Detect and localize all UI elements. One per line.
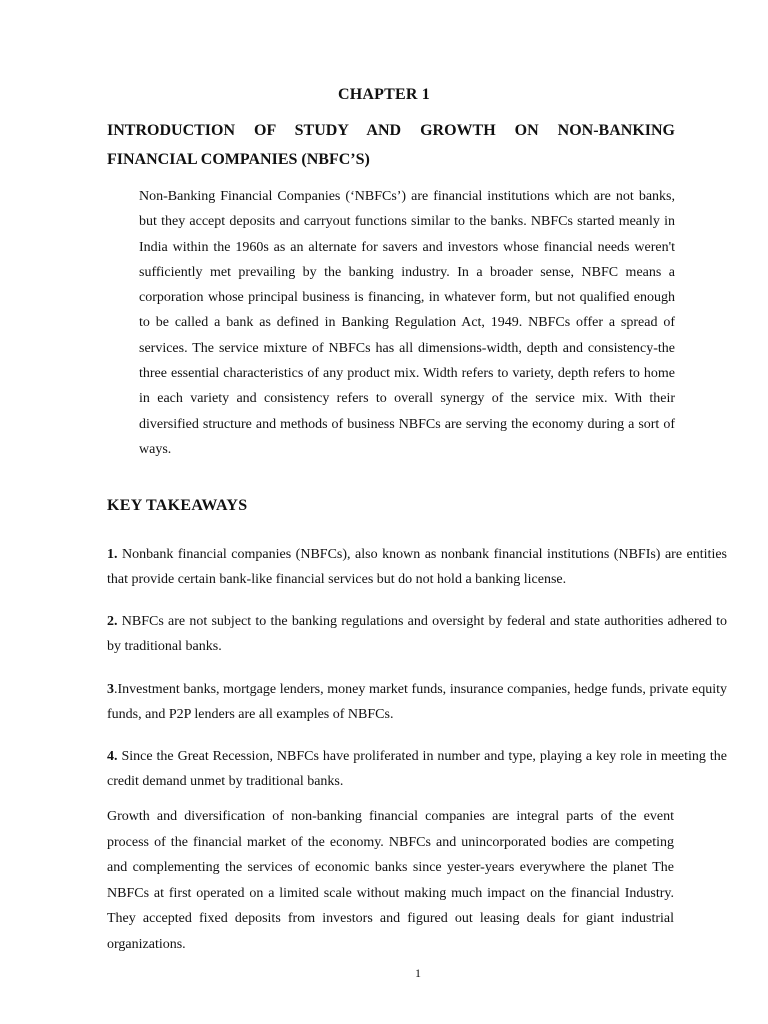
takeaway-number: 1.	[107, 547, 118, 562]
takeaway-text: Since the Great Recession, NBFCs have proliferated in number and type, playing a key role in meeting the credit demand unmet by traditional banks.	[107, 749, 727, 789]
takeaway-text: .Investment banks, mortgage lenders, money market funds, insurance companies, hedge funds, private equity funds, and P2P lenders are all examples of NBFCs.	[107, 682, 727, 722]
page-number: 1	[415, 966, 421, 980]
takeaway-text: NBFCs are not subject to the banking regulations and oversight by federal and state authorities adhered to by traditional banks.	[107, 614, 727, 654]
chapter-label: CHAPTER 1	[337, 86, 431, 103]
takeaway-text: Nonbank financial companies (NBFCs), also known as nonbank financial institutions (NBFIs) are entities that provide certain bank-like financial services but do not hold a banking license.	[107, 547, 727, 587]
growth-paragraph: Growth and diversification of non-banking financial companies are integral parts of the event process of the financial market of the economy. NBFCs and unincorporated bodies are competing and complementing the services of economic banks since yester-years everywhere the planet The NBFCs at first operated on a limited scale without making much impact on the financial Industry. They accepted fixed deposits from investors and figured out leasing deals for giant industrial organizations.	[107, 809, 674, 952]
chapter-title: INTRODUCTION OF STUDY AND GROWTH ON NON-BANKING FINANCIAL COMPANIES (NBFC’S)	[107, 122, 675, 168]
key-takeaways-heading: KEY TAKEAWAYS	[107, 497, 248, 514]
takeaway-number: 2.	[107, 614, 118, 629]
takeaway-item-4	[107, 744, 727, 794]
intro-paragraph: Non-Banking Financial Companies (‘NBFCs’) are financial institutions which are not banks, but they accept deposits and carryout functions similar to the banks. NBFCs started meanly in India within the 1960s as an alternate for savers and investors whose financial needs weren't sufficiently met prevailing by the banking industry. In a broader sense, NBFC means a corporation whose principal business is financing, in whatever form, but not qualified enough to be called a bank as defined in Banking Regulation Act, 1949. NBFCs offer a spread of services. The service mixture of NBFCs has all dimensions-width, depth and consistency-the three essential characteristics of any product mix. Width refers to variety, depth refers to home in each variety and consistency refers to overall synergy of the service mix. With their diversified structure and methods of business NBFCs are serving the economy during a sort of ways.	[139, 189, 675, 457]
takeaway-item-2	[107, 609, 727, 659]
takeaway-number: 3	[107, 682, 114, 697]
takeaway-item-3	[107, 677, 727, 727]
takeaway-item-1	[107, 542, 727, 592]
takeaway-number: 4.	[107, 749, 118, 764]
